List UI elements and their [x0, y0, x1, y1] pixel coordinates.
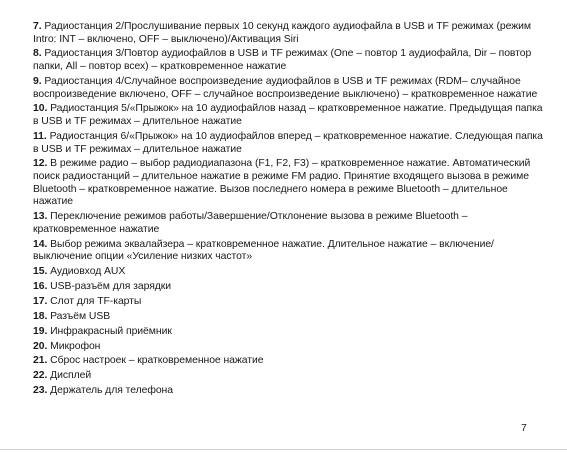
item-text: Инфракрасный приёмник [50, 325, 172, 337]
item-text: Дисплей [50, 370, 92, 382]
item-number: 23. [33, 385, 48, 397]
item-text: Слот для TF-карты [50, 295, 142, 307]
list-item-22 [33, 370, 543, 383]
item-number: 9. [33, 75, 42, 87]
item-number: 7. [33, 21, 42, 32]
list-item-13 [33, 211, 543, 236]
list-item-7 [33, 21, 543, 46]
list-item-21 [33, 355, 543, 368]
item-text: Радиостанция 2/Прослушивание первых 10 секунд каждого аудиофайла в USB и TF режимах (режим Intro: INT – включено, OFF – выключено)/Активация Siri [33, 21, 531, 45]
item-text: Радиостанция 3/Повтор аудиофайлов в USB и TF режимах (One – повтор 1 аудиофайла, Dir – повтор папки, All – повтор всех) – кратковременное нажатие [33, 48, 532, 73]
item-text: Аудиовход AUX [50, 266, 126, 278]
page-number: 7 [521, 423, 527, 434]
item-number: 22. [33, 370, 48, 382]
item-text: Радиостанция 6/«Прыжок» на 10 аудиофайлов вперед – кратковременное нажатие. Следующая папка в USB и TF режимах – длительное нажатие [33, 130, 543, 155]
item-number: 19. [33, 325, 48, 337]
list-item-8 [33, 48, 543, 73]
bottom-divider [0, 449, 567, 450]
list-item-20 [33, 341, 543, 354]
item-number: 16. [33, 280, 48, 292]
item-text: В режиме радио – выбор радиодиапазона (F1, F2, F3) – кратковременное нажатие. Автоматический поиск радиостанций – длительное нажатие в режиме FM радио. Принятие входящего вызова в режиме Bluetooth – кратковременное нажатие. Вызов последнего номера в режиме Bluetooth – длительное нажатие [33, 158, 531, 208]
item-text: Радиостанция 5/«Прыжок» на 10 аудиофайлов назад – кратковременное нажатие. Предыдущая папка в USB и TF режимах – длительное нажатие [33, 103, 543, 128]
item-number: 12. [33, 158, 48, 170]
instruction-list [33, 21, 543, 400]
item-text: USB-разъём для зарядки [50, 280, 172, 292]
list-item-17 [33, 296, 543, 309]
list-item-14 [33, 239, 543, 264]
list-item-18 [33, 311, 543, 324]
item-text: Микрофон [50, 340, 101, 352]
item-number: 17. [33, 295, 48, 307]
list-item-16 [33, 281, 543, 294]
item-number: 8. [33, 48, 42, 60]
item-number: 21. [33, 355, 48, 367]
item-number: 10. [33, 103, 48, 115]
list-item-15 [33, 266, 543, 279]
item-text: Выбор режима эквалайзера – кратковременное нажатие. Длительное нажатие – включение/выключение опции «Усиление низких частот» [33, 238, 494, 263]
item-number: 18. [33, 310, 48, 322]
list-item-11 [33, 131, 543, 156]
item-number: 11. [33, 130, 47, 142]
item-number: 15. [33, 266, 48, 278]
item-text: Держатель для телефона [50, 385, 173, 397]
list-item-9 [33, 76, 543, 101]
item-text: Переключение режимов работы/Завершение/Отклонение вызова в режиме Bluetooth – кратковременное нажатие [33, 211, 468, 235]
list-item-10 [33, 103, 543, 128]
item-number: 20. [33, 340, 48, 352]
item-text: Сброс настроек – кратковременное нажатие [50, 355, 264, 367]
item-text: Радиостанция 4/Случайное воспроизведение аудиофайлов в USB и TF режимах (RDM– случайное воспроизведение включено, OFF – случайное воспроизведение выключено) – кратковременное нажатие [33, 75, 538, 100]
list-item-23 [33, 385, 543, 398]
item-text: Разъём USB [50, 310, 111, 322]
item-number: 14. [33, 238, 48, 250]
item-number: 13. [33, 211, 48, 223]
list-item-19 [33, 326, 543, 339]
list-item-12 [33, 158, 543, 208]
